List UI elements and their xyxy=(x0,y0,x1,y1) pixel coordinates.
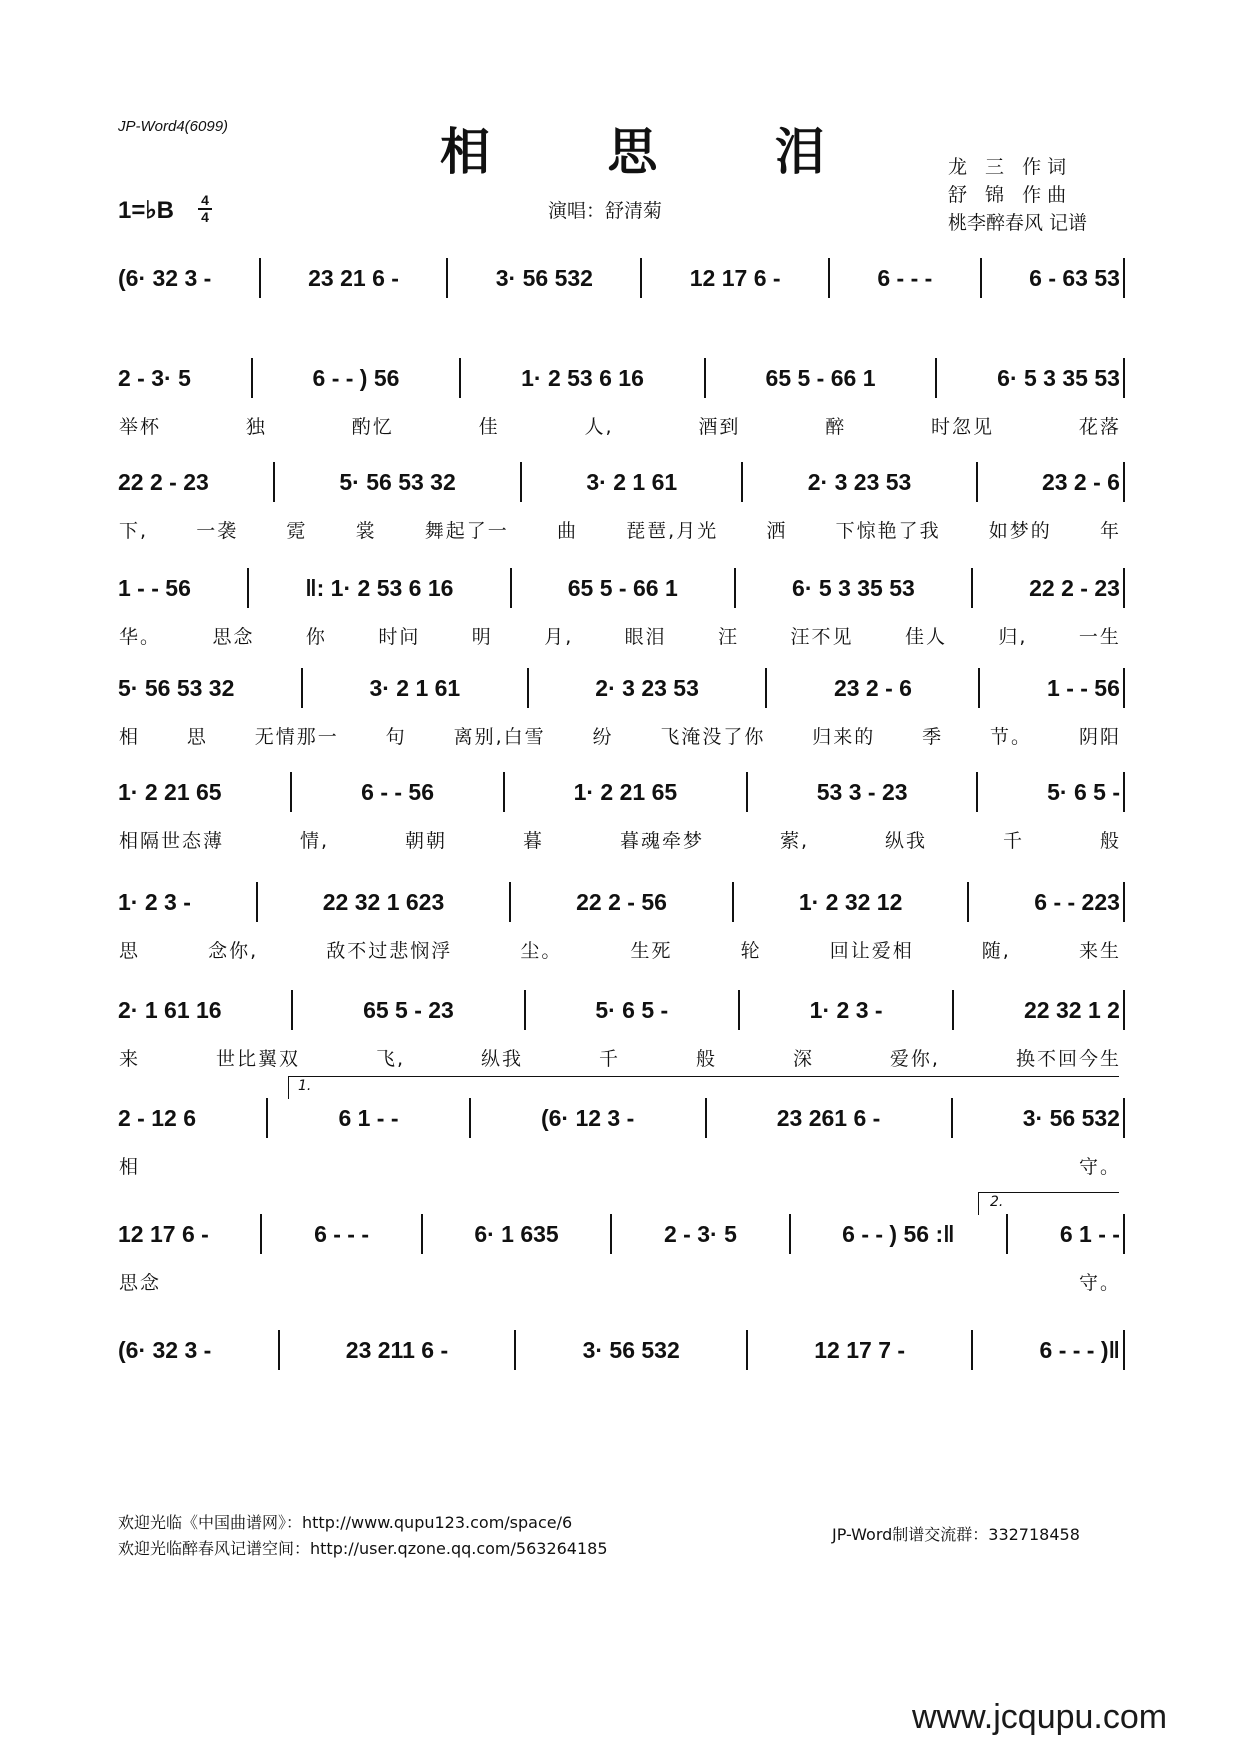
measure: 6 1 - - xyxy=(1059,1220,1120,1247)
measure: 6· 5 3 35 53 xyxy=(997,364,1120,391)
bar-line xyxy=(510,568,512,608)
lyric-word: 下惊艳了我 xyxy=(835,520,941,542)
lyric-word: 深 xyxy=(792,1048,814,1070)
score-system xyxy=(115,568,1125,649)
notes-row xyxy=(115,258,1125,298)
score-system xyxy=(115,358,1125,439)
measure: 23 211 6 - xyxy=(345,1336,449,1363)
lyric-word: 世比翼双 xyxy=(215,1048,300,1070)
score-system xyxy=(115,1098,1125,1179)
bar-line xyxy=(952,990,954,1030)
lyric-word: 你 xyxy=(305,626,327,648)
measure: 6 1 - - xyxy=(338,1104,399,1131)
lyric-word: 飞淹没了你 xyxy=(660,726,766,748)
measure: 6 - - - xyxy=(314,1220,370,1247)
bar-line xyxy=(301,668,303,708)
lyrics-row xyxy=(115,516,1125,543)
measure: 23 21 6 - xyxy=(308,264,399,291)
lyric-word: 尘。 xyxy=(520,940,563,962)
lyric-word: 生死 xyxy=(630,940,673,962)
score-system xyxy=(115,258,1125,298)
bar-line xyxy=(503,772,505,812)
bar-line xyxy=(278,1330,280,1370)
bar-line xyxy=(610,1214,612,1254)
lyric-word: 时忽见 xyxy=(931,416,995,438)
measure: (6· 32 3 - xyxy=(118,264,212,291)
bar-line xyxy=(259,258,261,298)
lyric-word: 人, xyxy=(584,416,614,438)
transcriber-credit: 桃李醉春风 记谱 xyxy=(948,212,1088,234)
lyric-word: 华。 xyxy=(119,626,162,648)
measure: (6· 32 3 - xyxy=(118,1336,212,1363)
time-signature-top: 4 xyxy=(201,192,209,208)
lyric-word: 萦, xyxy=(779,830,809,852)
score-system xyxy=(115,462,1125,543)
bar-line xyxy=(980,258,982,298)
lyric-word: 归, xyxy=(998,626,1028,648)
measure: 5· 56 53 32 xyxy=(339,468,456,495)
lyric-word: 霓 xyxy=(286,520,308,542)
notes-row xyxy=(115,990,1125,1030)
measure: 1· 2 3 - xyxy=(809,996,883,1023)
measure: 12 17 6 - xyxy=(689,264,781,291)
notes-row xyxy=(115,1330,1125,1370)
bar-line xyxy=(971,568,973,608)
measure: 5· 6 5 - xyxy=(595,996,669,1023)
measure: 6 - - 56 xyxy=(361,778,435,805)
measure: 6 - - ) 56 xyxy=(312,364,400,391)
measure: 3· 2 1 61 xyxy=(369,674,461,701)
notes-row xyxy=(115,462,1125,502)
score-system xyxy=(115,1214,1125,1295)
measure: 12 17 6 - xyxy=(118,1220,209,1247)
lyric-word: 爱你, xyxy=(889,1048,940,1070)
bar-line xyxy=(734,568,736,608)
lyric-word: 思 xyxy=(186,726,208,748)
footer-space-link: 欢迎光临醉春风记谱空间：http://user.qzone.qq.com/563264185 xyxy=(118,1539,608,1558)
lyric-word: 阴阳 xyxy=(1078,726,1121,748)
lyrics-row xyxy=(115,622,1125,649)
measure: 2· 1 61 16 xyxy=(118,996,222,1023)
measure: 6 - 63 53 xyxy=(1029,264,1120,291)
bar-line xyxy=(527,668,529,708)
measure: ‖: 1· 2 53 6 16 xyxy=(305,574,454,601)
lyric-word: 节。 xyxy=(990,726,1033,748)
measure: 6 - - - xyxy=(877,264,933,291)
bar-line xyxy=(1006,1214,1008,1254)
lyric-word: 举杯 xyxy=(119,416,162,438)
lyric-word: 如梦的 xyxy=(988,520,1052,542)
lyrics-row xyxy=(115,1044,1125,1071)
measure: 1 - - 56 xyxy=(118,574,191,601)
measure: 1· 2 21 65 xyxy=(118,778,222,805)
lyric-word: 守。 xyxy=(1078,1156,1121,1178)
lyric-word: 相 xyxy=(119,726,141,748)
lyric-word: 思念 xyxy=(119,1272,162,1294)
bar-line xyxy=(514,1330,516,1370)
measure: 1· 2 21 65 xyxy=(573,778,678,805)
measure: 6 - - - )‖ xyxy=(1039,1336,1120,1363)
bar-line xyxy=(971,1330,973,1370)
notes-row xyxy=(115,882,1125,922)
lyric-word: 纵我 xyxy=(480,1048,523,1070)
score-system xyxy=(115,772,1125,853)
lyric-word: 回让爱相 xyxy=(829,940,914,962)
bar-line xyxy=(520,462,522,502)
bar-line xyxy=(446,258,448,298)
lyric-word: 随, xyxy=(981,940,1011,962)
bar-line xyxy=(967,882,969,922)
lyrics-row xyxy=(115,722,1125,749)
lyric-word: 年 xyxy=(1099,520,1121,542)
key-signature: 1=♭B xyxy=(118,197,175,224)
lyric-word: 相隔世态薄 xyxy=(119,830,225,852)
bar-line xyxy=(746,1330,748,1370)
volta-bracket-first xyxy=(288,1076,1119,1099)
bar-line xyxy=(260,1214,262,1254)
lyric-word: 朝朝 xyxy=(405,830,448,852)
bar-line xyxy=(765,668,767,708)
bar-line xyxy=(951,1098,953,1138)
measure: 22 32 1 2 xyxy=(1024,996,1120,1023)
lyrics-row xyxy=(115,936,1125,963)
lyric-word: 纷 xyxy=(592,726,614,748)
measure: 6· 5 3 35 53 xyxy=(792,574,915,601)
bar-line xyxy=(738,990,740,1030)
bar-line xyxy=(732,882,734,922)
bar-line xyxy=(273,462,275,502)
lyric-word: 月, xyxy=(544,626,574,648)
score-system xyxy=(115,882,1125,963)
lyric-word: 般 xyxy=(1099,830,1121,852)
footer-group-info: JP-Word制谱交流群：332718458 xyxy=(832,1525,1080,1544)
lyric-word: 无情那一 xyxy=(254,726,339,748)
measure: 22 2 - 23 xyxy=(118,468,209,495)
watermark: www.jcqupu.com xyxy=(912,1698,1168,1736)
lyric-word: 念你, xyxy=(208,940,259,962)
bar-line xyxy=(421,1214,423,1254)
bar-line xyxy=(469,1098,471,1138)
lyric-word: 暮 xyxy=(522,830,544,852)
measure: 5· 56 53 32 xyxy=(118,674,235,701)
measure: 12 17 7 - xyxy=(814,1336,906,1363)
measure: 2 - 12 6 xyxy=(118,1104,196,1131)
notes-row xyxy=(115,568,1125,608)
lyric-word: 飞, xyxy=(375,1048,406,1070)
measure: 6· 1 635 xyxy=(474,1220,559,1247)
notes-row xyxy=(115,772,1125,812)
measure: 22 32 1 623 xyxy=(322,888,445,915)
measure: 3· 56 532 xyxy=(1022,1104,1120,1131)
lyric-word: 守。 xyxy=(1078,1272,1121,1294)
lyric-word: 花落 xyxy=(1078,416,1121,438)
lyric-word: 洒 xyxy=(766,520,788,542)
lyric-word: 一生 xyxy=(1078,626,1121,648)
lyric-word: 舞起了一 xyxy=(424,520,509,542)
time-signature-bottom: 4 xyxy=(201,209,209,225)
lyric-word: 敌不过悲悯浮 xyxy=(326,940,453,962)
lyric-word: 汪不见 xyxy=(790,626,854,648)
bar-line xyxy=(741,462,743,502)
bar-line xyxy=(509,882,511,922)
notes-row xyxy=(115,1214,1125,1254)
lyricist-credit: 龙 三 作词 xyxy=(948,156,1073,178)
lyric-word: 思念 xyxy=(212,626,255,648)
lyrics-row xyxy=(115,1152,1125,1179)
bar-line xyxy=(705,1098,707,1138)
notes-row xyxy=(115,1098,1125,1138)
footer-site-link: 欢迎光临《中国曲谱网》：http://www.qupu123.com/space/6 xyxy=(118,1513,573,1532)
measure: 23 2 - 6 xyxy=(1041,468,1120,495)
lyric-word: 时问 xyxy=(378,626,421,648)
lyric-word: 般 xyxy=(695,1048,717,1070)
lyric-word: 归来的 xyxy=(812,726,876,748)
measure: (6· 12 3 - xyxy=(540,1104,635,1131)
score-system xyxy=(115,668,1125,749)
measure: 65 5 - 23 xyxy=(363,996,454,1023)
measure: 6 - - 223 xyxy=(1034,888,1120,915)
lyric-word: 明 xyxy=(471,626,493,648)
lyric-word: 佳人 xyxy=(904,626,947,648)
singer-credit: 演唱：舒清菊 xyxy=(548,200,663,222)
measure: 65 5 - 66 1 xyxy=(765,364,876,391)
bar-line xyxy=(828,258,830,298)
measure: 2· 3 23 53 xyxy=(595,674,699,701)
bar-line xyxy=(978,668,980,708)
measure: 3· 2 1 61 xyxy=(586,468,678,495)
lyrics-row xyxy=(115,412,1125,439)
notes-row xyxy=(115,358,1125,398)
measure: 23 2 - 6 xyxy=(833,674,912,701)
score-system xyxy=(115,990,1125,1071)
lyric-word: 暮魂牵梦 xyxy=(619,830,704,852)
lyrics-row xyxy=(115,826,1125,853)
lyric-word: 醉 xyxy=(825,416,847,438)
lyric-word: 纵我 xyxy=(884,830,927,852)
bar-line xyxy=(256,882,258,922)
lyric-word: 酌忆 xyxy=(351,416,394,438)
lyric-word: 思 xyxy=(119,940,141,962)
measure: 22 2 - 56 xyxy=(576,888,667,915)
bar-line xyxy=(935,358,937,398)
measure: 5· 6 5 - xyxy=(1047,778,1120,805)
measure: 1 - - 56 xyxy=(1047,674,1120,701)
measure: 22 2 - 23 xyxy=(1029,574,1120,601)
bar-line xyxy=(640,258,642,298)
lyric-word: 离别,白雪 xyxy=(453,726,546,748)
lyric-word: 相 xyxy=(119,1156,141,1178)
lyric-word: 来生 xyxy=(1078,940,1121,962)
lyric-word: 千 xyxy=(1002,830,1024,852)
bar-line xyxy=(976,462,978,502)
lyric-word: 眼泪 xyxy=(624,626,667,648)
bar-line xyxy=(976,772,978,812)
lyric-word: 千 xyxy=(598,1048,620,1070)
measure: 53 3 - 23 xyxy=(816,778,908,805)
bar-line xyxy=(247,568,249,608)
measure: 65 5 - 66 1 xyxy=(567,574,678,601)
measure: 2 - 3· 5 xyxy=(664,1220,737,1247)
song-title: 相 思 泪 xyxy=(440,122,875,181)
measure: 6 - - ) 56 :‖ xyxy=(842,1220,955,1247)
lyric-word: 裳 xyxy=(355,520,377,542)
volta-label-first: 1. xyxy=(298,1078,312,1094)
lyric-word: 一袭 xyxy=(196,520,239,542)
measure: 1· 2 3 - xyxy=(118,888,191,915)
lyric-word: 轮 xyxy=(740,940,762,962)
bar-line xyxy=(291,990,293,1030)
bar-line xyxy=(266,1098,268,1138)
bar-line xyxy=(290,772,292,812)
lyric-word: 下, xyxy=(119,520,149,542)
measure: 1· 2 32 12 xyxy=(798,888,903,915)
lyric-word: 琵琶,月光 xyxy=(626,520,719,542)
lyric-word: 来 xyxy=(119,1048,141,1070)
lyrics-row xyxy=(115,1268,1125,1295)
lyric-word: 换不回今生 xyxy=(1015,1048,1121,1070)
lyric-word: 汪 xyxy=(718,626,740,648)
bar-line xyxy=(251,358,253,398)
notes-row xyxy=(115,668,1125,708)
bar-line xyxy=(459,358,461,398)
lyric-word: 佳 xyxy=(478,416,500,438)
time-signature xyxy=(198,193,212,225)
measure: 3· 56 532 xyxy=(495,264,593,291)
measure: 3· 56 532 xyxy=(582,1336,680,1363)
bar-line xyxy=(746,772,748,812)
lyric-word: 句 xyxy=(385,726,407,748)
lyric-word: 曲 xyxy=(556,520,578,542)
score-system xyxy=(115,1330,1125,1370)
lyric-word: 独 xyxy=(245,416,267,438)
lyric-word: 季 xyxy=(922,726,944,748)
lyric-word: 酒到 xyxy=(698,416,741,438)
measure: 1· 2 53 6 16 xyxy=(521,364,644,391)
bar-line xyxy=(789,1214,791,1254)
measure: 2· 3 23 53 xyxy=(807,468,912,495)
lyric-word: 情, xyxy=(299,830,330,852)
measure: 23 261 6 - xyxy=(776,1104,881,1131)
software-tag: JP-Word4(6099) xyxy=(118,118,229,135)
composer-credit: 舒 锦 作曲 xyxy=(948,184,1073,206)
volta-label-second: 2. xyxy=(990,1194,1004,1210)
measure: 2 - 3· 5 xyxy=(118,364,191,391)
bar-line xyxy=(524,990,526,1030)
bar-line xyxy=(704,358,706,398)
